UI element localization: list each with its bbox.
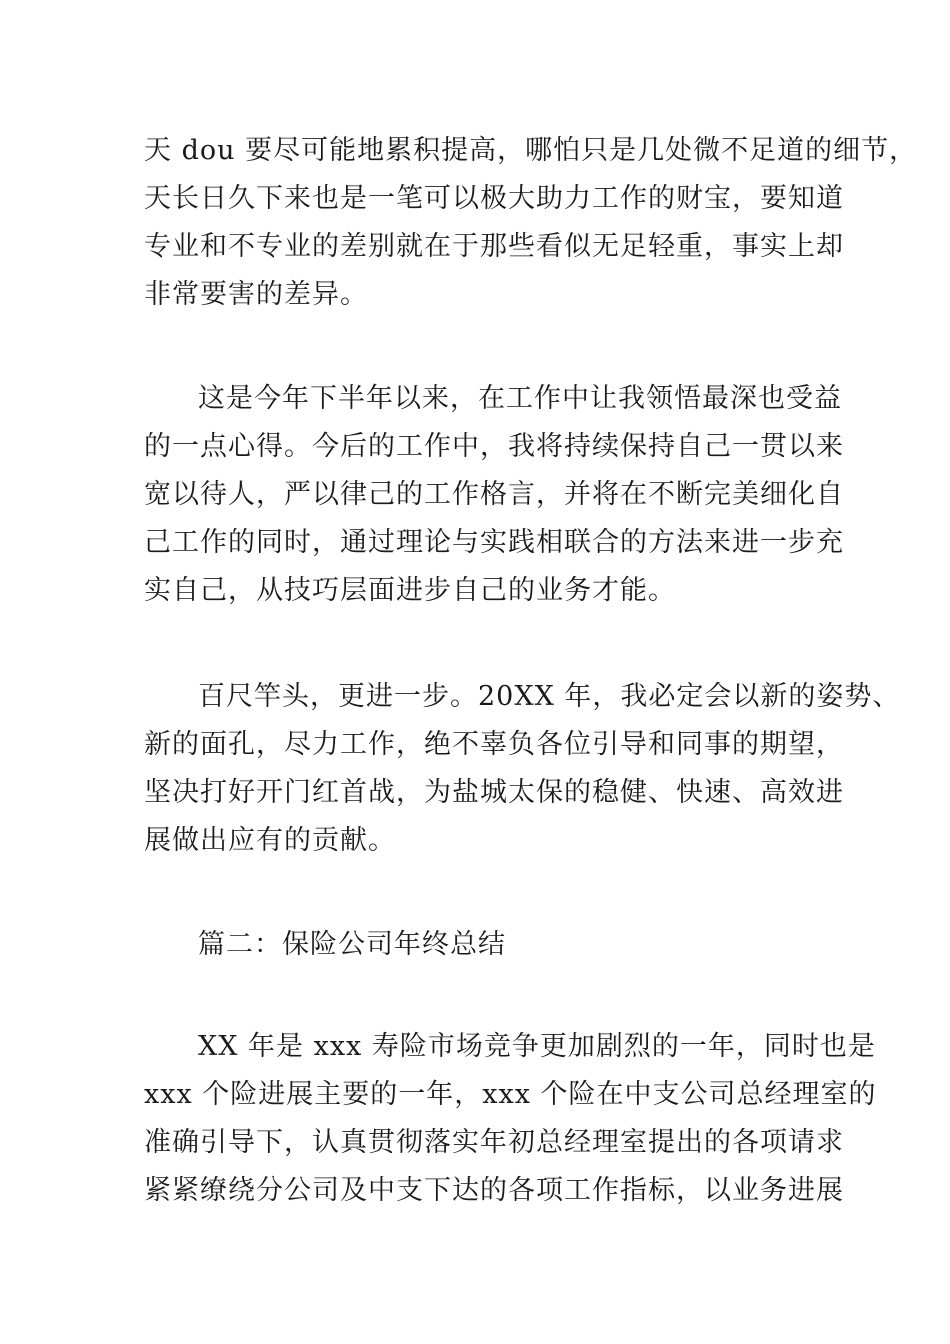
paragraph-3-line-4: 展做出应有的贡献。 <box>144 825 396 856</box>
paragraph-1-line-2: 天长日久下来也是一笔可以极大助力工作的财宝，要知道 <box>144 183 844 214</box>
paragraph-2-line-2: 的一点心得。今后的工作中，我将持续保持自己一贯以来 <box>144 431 844 462</box>
paragraph-2-line-3: 宽以待人，严以律己的工作格言，并将在不断完美细化自 <box>144 479 844 510</box>
paragraph-4-line-2: xxx 个险进展主要的一年，xxx 个险在中支公司总经理室的 <box>144 1079 877 1110</box>
paragraph-3-line-1: 百尺竿头，更进一步。20XX 年，我必定会以新的姿势、 <box>198 681 901 712</box>
paragraph-3-line-2: 新的面孔，尽力工作，绝不辜负各位引导和同事的期望， <box>144 729 844 760</box>
paragraph-1-line-1: 天 dou 要尽可能地累积提高，哪怕只是几处微不足道的细节， <box>144 135 918 166</box>
paragraph-4-line-3: 准确引导下，认真贯彻落实年初总经理室提出的各项请求 <box>144 1127 844 1158</box>
paragraph-4-line-4: 紧紧缭绕分公司及中支下达的各项工作指标，以业务进展 <box>144 1175 844 1206</box>
paragraph-2-line-4: 己工作的同时，通过理论与实践相联合的方法来进一步充 <box>144 527 844 558</box>
paragraph-2-line-5: 实自己，从技巧层面进步自己的业务才能。 <box>144 575 676 606</box>
paragraph-1-line-3: 专业和不专业的差别就在于那些看似无足轻重，事实上却 <box>144 231 844 262</box>
section-heading: 篇二：保险公司年终总结 <box>198 929 506 960</box>
paragraph-1-line-4: 非常要害的差异。 <box>144 279 368 310</box>
paragraph-2-line-1: 这是今年下半年以来，在工作中让我领悟最深也受益 <box>198 383 842 414</box>
paragraph-4-line-1: XX 年是 xxx 寿险市场竞争更加剧烈的一年，同时也是 <box>198 1031 876 1062</box>
paragraph-3-line-3: 坚决打好开门红首战，为盐城太保的稳健、快速、高效进 <box>144 777 844 808</box>
